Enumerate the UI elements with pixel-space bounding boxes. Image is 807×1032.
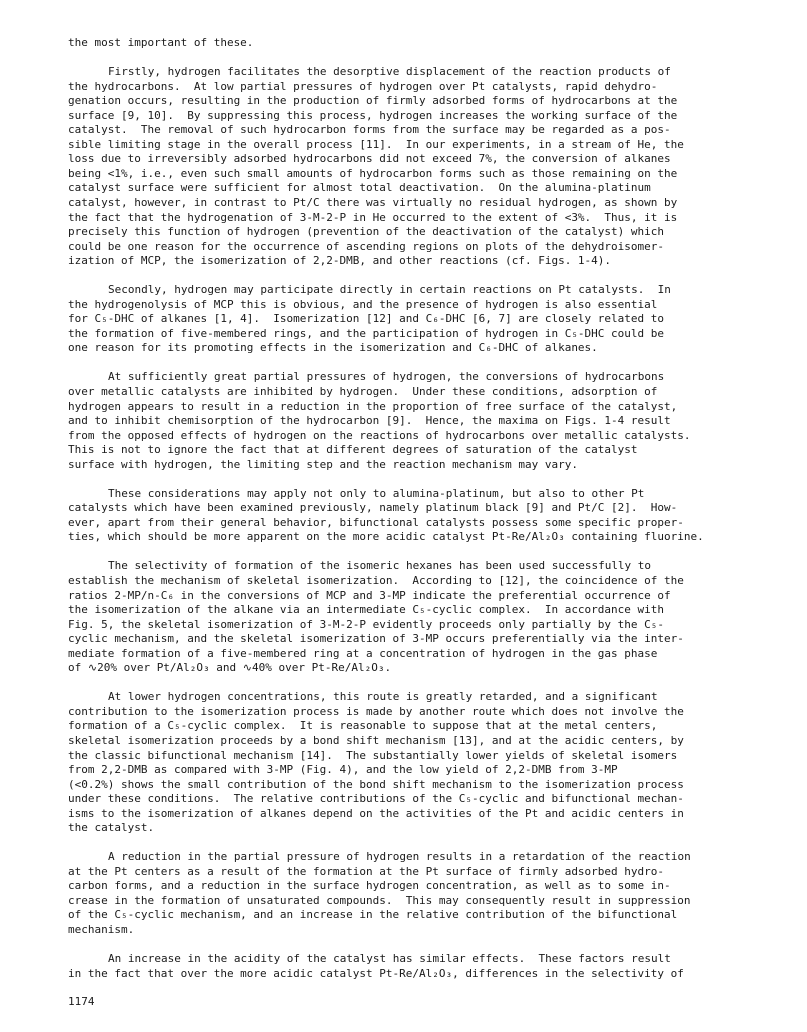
text-line: catalyst surface were sufficient for almost total deactivation. On the alumina-platinum xyxy=(68,181,651,195)
paragraph xyxy=(68,65,768,269)
text-line: (<0.2%) shows the small contribution of the bond shift mechanism to the isomerization process xyxy=(68,777,684,791)
text-line: in the fact that over the more acidic catalyst Pt-Re/Al₂O₃, differences in the selectivity of xyxy=(68,966,684,980)
text-line: surface with hydrogen, the limiting step and the reaction mechanism may vary. xyxy=(68,457,578,471)
paragraph xyxy=(68,370,768,472)
text-line: precisely this function of hydrogen (prevention of the deactivation of the catalyst) which xyxy=(68,225,665,239)
text-line: ratios 2-MP/n-C₆ in the conversions of MCP and 3-MP indicate the preferential occurrence of xyxy=(68,588,671,602)
text-line: A reduction in the partial pressure of hydrogen results in a retardation of the reaction xyxy=(108,850,691,864)
text-line: the hydrogenolysis of MCP this is obvious, and the presence of hydrogen is also essential xyxy=(68,297,658,311)
text-line: the fact that the hydrogenation of 3-M-2-P in He occurred to the extent of <3%. Thus, it is xyxy=(68,210,678,224)
text-line: Secondly, hydrogen may participate directly in certain reactions on Pt catalysts. In xyxy=(108,283,671,297)
text-line: At sufficiently great partial pressures of hydrogen, the conversions of hydrocarbons xyxy=(108,370,665,384)
text-line: at the Pt centers as a result of the formation at the Pt surface of firmly adsorbed hydro- xyxy=(68,864,665,878)
text-line: genation occurs, resulting in the production of firmly adsorbed forms of hydrocarbons at the xyxy=(68,94,678,108)
text-line: the isomerization of the alkane via an intermediate C₅-cyclic complex. In accordance with xyxy=(68,603,665,617)
paragraph xyxy=(68,690,768,835)
text-line: loss due to irreversibly adsorbed hydrocarbons did not exceed 7%, the conversion of alkanes xyxy=(68,152,671,166)
paragraph xyxy=(68,36,768,51)
text-line: hydrogen appears to result in a reduction in the proportion of free surface of the catalyst, xyxy=(68,399,678,413)
text-line: catalyst. The removal of such hydrocarbon forms from the surface may be regarded as a pos- xyxy=(68,123,671,137)
text-line: An increase in the acidity of the catalyst has similar effects. These factors result xyxy=(108,952,671,966)
text-line: and to inhibit chemisorption of the hydrocarbon [9]. Hence, the maxima on Figs. 1-4 result xyxy=(68,414,671,428)
text-line: from the opposed effects of hydrogen on the reactions of hydrocarbons over metallic catalysts. xyxy=(68,428,691,442)
text-line: one reason for its promoting effects in the isomerization and C₆-DHC of alkanes. xyxy=(68,341,598,355)
paragraph xyxy=(68,952,768,981)
text-line: of the C₅-cyclic mechanism, and an increase in the relative contribution of the bifunctional xyxy=(68,908,678,922)
body-text xyxy=(68,36,768,996)
text-line: the catalyst. xyxy=(68,821,155,835)
text-line: being <1%, i.e., even such small amounts of hydrocarbon forms such as those remaining on the xyxy=(68,166,678,180)
text-line: the classic bifunctional mechanism [14]. The substantially lower yields of skeletal isomers xyxy=(68,748,678,762)
text-line: ever, apart from their general behavior, bifunctional catalysts possess some specific proper- xyxy=(68,515,684,529)
text-line: cyclic mechanism, and the skeletal isomerization of 3-MP occurs preferentially via the inter- xyxy=(68,632,684,646)
text-line: The selectivity of formation of the isomeric hexanes has been used successfully to xyxy=(108,559,652,573)
text-line: ties, which should be more apparent on the more acidic catalyst Pt-Re/Al₂O₃ containing fluorine. xyxy=(68,530,704,544)
text-line: crease in the formation of unsaturated compounds. This may consequently result in suppression xyxy=(68,893,691,907)
text-line: catalyst, however, in contrast to Pt/C there was virtually no residual hydrogen, as shown by xyxy=(68,195,678,209)
paragraph xyxy=(68,487,768,545)
text-line: the hydrocarbons. At low partial pressures of hydrogen over Pt catalysts, rapid dehydro- xyxy=(68,79,658,93)
text-line: the most important of these. xyxy=(68,36,254,49)
text-line: over metallic catalysts are inhibited by hydrogen. Under these conditions, adsorption of xyxy=(68,384,658,398)
text-line: isms to the isomerization of alkanes depend on the activities of the Pt and acidic centers in xyxy=(68,806,684,820)
text-line: mediate formation of a five-membered ring at a concentration of hydrogen in the gas phase xyxy=(68,646,658,660)
text-line: establish the mechanism of skeletal isomerization. According to [12], the coincidence of the xyxy=(68,574,684,587)
text-line: This is not to ignore the fact that at different degrees of saturation of the catalyst xyxy=(68,443,638,457)
paragraph xyxy=(68,283,768,356)
text-line: mechanism. xyxy=(68,923,135,937)
text-line: of ∿20% over Pt/Al₂O₃ and ∿40% over Pt-Re/Al₂O₃. xyxy=(68,661,392,675)
text-line: sible limiting stage in the overall process [11]. In our experiments, in a stream of He, the xyxy=(68,137,684,151)
text-line: for C₅-DHC of alkanes [1, 4]. Isomerization [12] and C₆-DHC [6, 7] are closely related to xyxy=(68,312,665,326)
text-line: skeletal isomerization proceeds by a bond shift mechanism [13], and at the acidic centers, by xyxy=(68,733,684,747)
text-line: catalysts which have been examined previously, namely platinum black [9] and Pt/C [2]. How- xyxy=(68,501,678,515)
text-line: contribution to the isomerization process is made by another route which does not involve the xyxy=(68,704,684,718)
text-line: At lower hydrogen concentrations, this route is greatly retarded, and a significant xyxy=(108,690,658,704)
text-line: the formation of five-membered rings, and the participation of hydrogen in C₅-DHC could be xyxy=(68,326,665,340)
text-line: ization of MCP, the isomerization of 2,2-DMB, and other reactions (cf. Figs. 1-4). xyxy=(68,254,612,268)
text-line: from 2,2-DMB as compared with 3-MP (Fig. 4), and the low yield of 2,2-DMB from 3-MP xyxy=(68,763,618,777)
text-line: carbon forms, and a reduction in the surface hydrogen concentration, as well as to some in- xyxy=(68,879,671,893)
paragraph xyxy=(68,850,768,937)
text-line: Firstly, hydrogen facilitates the desorptive displacement of the reaction products of xyxy=(108,65,671,79)
paragraph xyxy=(68,559,768,675)
page-number: 1174 xyxy=(68,995,95,1008)
text-line: surface [9, 10]. By suppressing this process, hydrogen increases the working surface of the xyxy=(68,108,678,122)
text-line: Fig. 5, the skeletal isomerization of 3-M-2-P evidently proceeds only partially by the C₅- xyxy=(68,617,665,631)
text-line: formation of a C₅-cyclic complex. It is reasonable to suppose that at the metal centers, xyxy=(68,719,658,733)
text-line: under these conditions. The relative contributions of the C₅-cyclic and bifunctional mechan- xyxy=(68,792,684,806)
text-line: These considerations may apply not only to alumina-platinum, but also to other Pt xyxy=(108,486,645,500)
text-line: could be one reason for the occurrence of ascending regions on plots of the dehydroisomer- xyxy=(68,239,665,253)
